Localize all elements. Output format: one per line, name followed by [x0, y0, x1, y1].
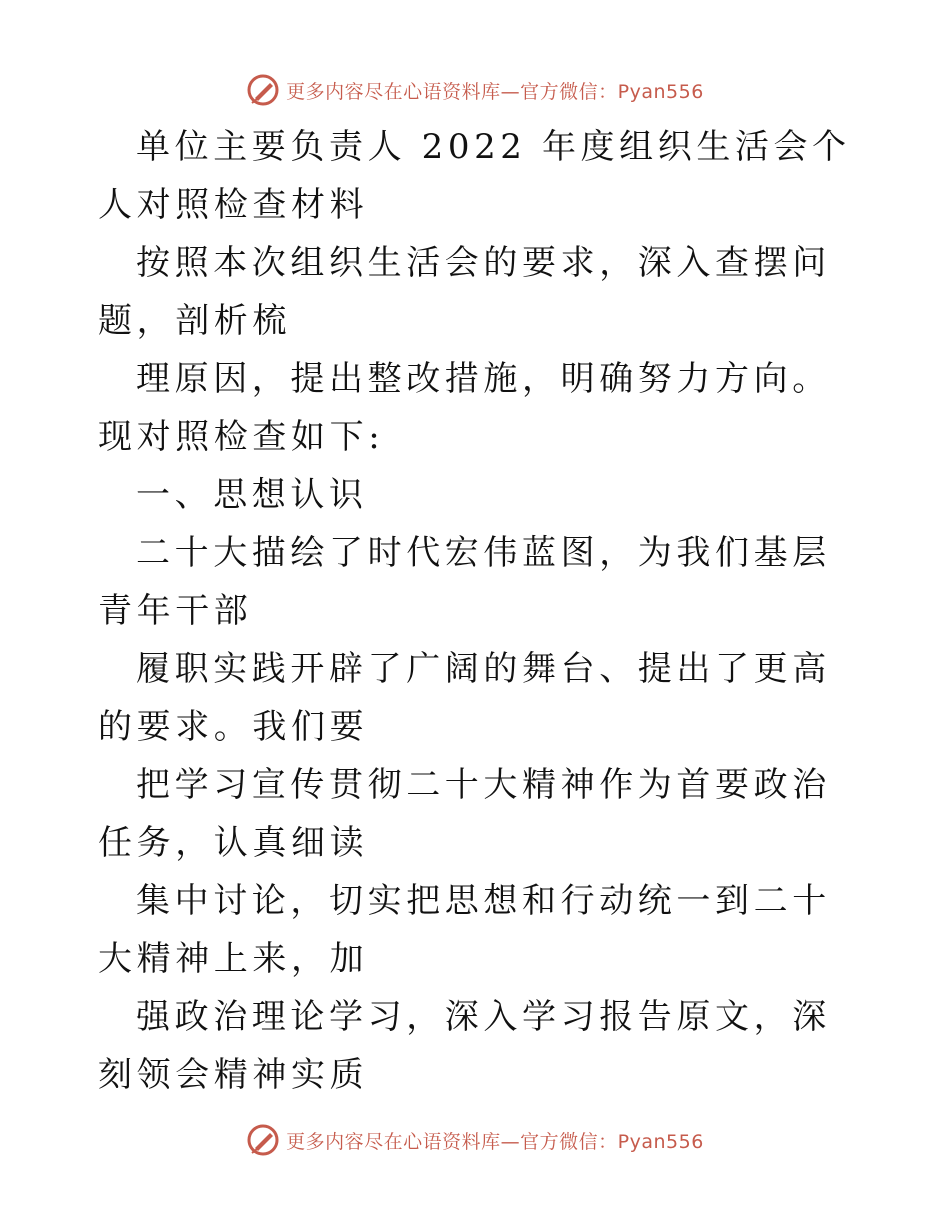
footer-banner-text: 更多内容尽在心语资料库—官方微信：Pyan556 — [286, 1130, 704, 1153]
paragraph: 把学习宣传贯彻二十大精神作为首要政治任务，认真细读 — [98, 765, 831, 863]
header-banner — [0, 70, 950, 110]
pen-seal-logo-icon — [246, 1123, 280, 1157]
paragraph: 二十大描绘了时代宏伟蓝图，为我们基层青年干部 — [98, 533, 831, 631]
doc-title-paragraph: 单位主要负责人 2022 年度组织生活会个人对照检查材料 — [98, 127, 851, 225]
pen-seal-logo-icon — [246, 73, 280, 107]
section-heading: 一、思想认识 — [136, 475, 368, 515]
paragraph: 理原因，提出整改措施，明确努力方向。现对照检查如下: — [98, 359, 831, 457]
paragraph: 集中讨论，切实把思想和行动统一到二十大精神上来，加 — [98, 881, 831, 979]
footer-banner — [0, 1120, 950, 1160]
paragraph: 按照本次组织生活会的要求，深入查摆问题，剖析梳 — [98, 243, 831, 341]
paragraph: 履职实践开辟了广阔的舞台、提出了更高的要求。我们要 — [98, 649, 831, 747]
header-banner-text: 更多内容尽在心语资料库—官方微信：Pyan556 — [286, 80, 704, 103]
paragraph: 强政治理论学习，深入学习报告原文，深刻领会精神实质 — [98, 997, 831, 1095]
document-body — [98, 118, 858, 1104]
